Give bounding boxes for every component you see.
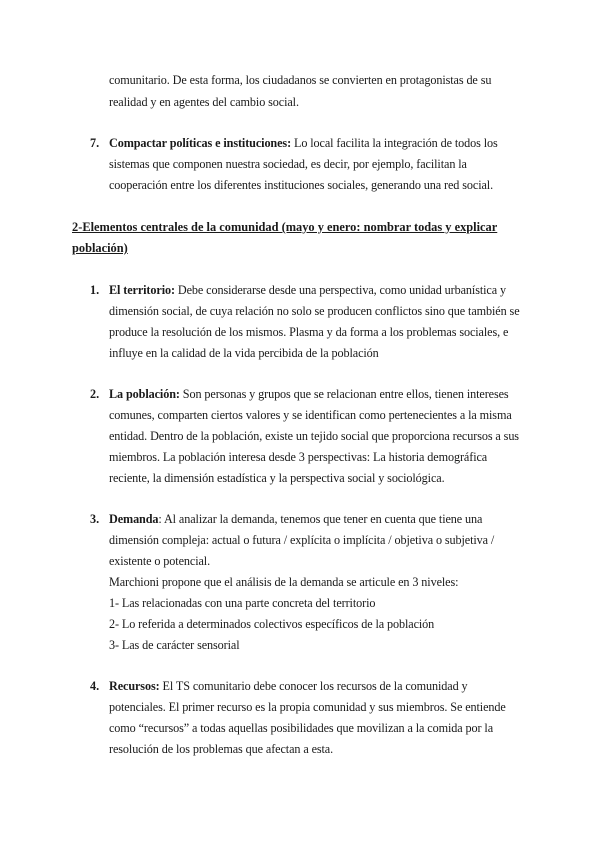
- section-heading: población): [72, 241, 128, 255]
- list-item-line: cooperación entre los diferentes instituciones sociales, generando una red social.: [109, 178, 494, 192]
- list-item-text: Son personas y grupos que se relacionan entre ellos, tienen intereses: [179, 387, 509, 401]
- list-item-line: como “recursos” a todas aquellas posibilidades que movilizan a la comida por la: [109, 721, 494, 735]
- list-item-text: El TS comunitario debe conocer los recursos de la comunidad y: [159, 679, 468, 693]
- list-item-line: miembros. La población interesa desde 3 perspectivas: La historia demográfica: [109, 450, 488, 464]
- list-item-line: produce la resolución de los mismos. Plasma y da forma a los problemas sociales, e: [109, 325, 509, 339]
- list-item-line: [109, 135, 498, 151]
- list-item-line: resolución de los problemas que afectan a esta.: [109, 742, 334, 756]
- list-item-title: La población:: [109, 387, 180, 401]
- list-item-line: comunes, comparten ciertos valores y se identifican como pertenecientes a la misma: [109, 408, 512, 422]
- list-item-line: 2- Lo referida a determinados colectivos específicos de la población: [109, 617, 435, 631]
- list-item-text: : Al analizar la demanda, tenemos que tener en cuenta que tiene una: [158, 512, 483, 526]
- list-item-title: Demanda: [109, 512, 159, 526]
- list-item-line: dimensión compleja: actual o futura / explícita o implícita / objetiva o subjetiva /: [109, 533, 495, 547]
- list-item-line: [109, 678, 468, 694]
- list-number: 2.: [90, 387, 100, 401]
- intro-line: realidad y en agentes del cambio social.: [109, 95, 299, 109]
- intro-line: comunitario. De esta forma, los ciudadanos se convierten en protagonistas de su: [109, 73, 492, 87]
- list-number: 4.: [90, 679, 100, 693]
- list-item-line: dimensión social, de cuya relación no solo se producen conflictos sino que también se: [109, 304, 520, 318]
- list-item-line: 1- Las relacionadas con una parte concreta del territorio: [109, 596, 376, 610]
- list-item-title: Compactar políticas e instituciones:: [109, 136, 292, 150]
- list-item-line: reciente, la dimensión estadística y la perspectiva social y sociológica.: [109, 471, 445, 485]
- list-item-line: existente o potencial.: [109, 554, 211, 568]
- list-item-line: influye en la calidad de la vida percibida de la población: [109, 346, 379, 360]
- list-number: 3.: [90, 512, 100, 526]
- list-item-line: [109, 511, 482, 527]
- list-number: 1.: [90, 283, 100, 297]
- list-item-line: [109, 386, 509, 402]
- list-item-title: Recursos:: [109, 679, 160, 693]
- list-item-line: entidad. Dentro de la población, existe un tejido social que proporciona recursos a sus: [109, 429, 519, 443]
- list-item-text: Lo local facilita la integración de todos los: [291, 136, 498, 150]
- list-item-line: Marchioni propone que el análisis de la demanda se articule en 3 niveles:: [109, 575, 459, 589]
- list-item-line: [109, 282, 506, 298]
- section-heading: 2-Elementos centrales de la comunidad (mayo y enero: nombrar todas y explicar: [72, 220, 498, 234]
- list-item-line: potenciales. El primer recurso es la propia comunidad y sus miembros. Se entiende: [109, 700, 506, 714]
- list-item-title: El territorio:: [109, 283, 175, 297]
- list-item-line: sistemas que componen nuestra sociedad, es decir, por ejemplo, facilitan la: [109, 157, 467, 171]
- list-number: 7.: [90, 136, 100, 150]
- list-item-line: 3- Las de carácter sensorial: [109, 638, 240, 652]
- list-item-text: Debe considerarse desde una perspectiva, como unidad urbanística y: [174, 283, 506, 297]
